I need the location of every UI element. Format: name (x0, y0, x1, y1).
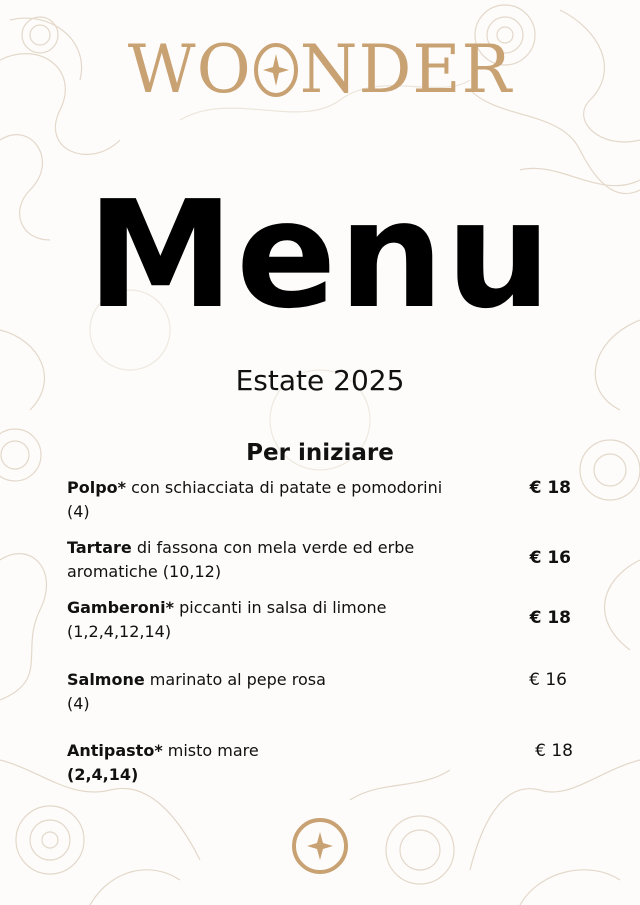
menu-item-name: Gamberoni* (67, 598, 175, 617)
menu-item-price: € 18 (529, 608, 571, 628)
menu-item-description (67, 536, 467, 584)
menu-item-allergens: (2,4,14) (67, 765, 139, 784)
brand-logo-left: WO (127, 31, 252, 108)
menu-item (67, 596, 587, 644)
menu-item-description (67, 596, 467, 644)
menu-item-name: Tartare (67, 538, 132, 557)
page-subtitle: Estate 2025 (235, 364, 405, 397)
menu-item-text: piccanti in salsa di limone (174, 598, 387, 617)
menu-item-allergens: (4) (67, 502, 90, 521)
menu-item-description (67, 476, 467, 524)
menu-item-text: misto mare (162, 741, 259, 760)
menu-item-description (67, 739, 467, 787)
menu-item-allergens: (4) (67, 694, 90, 713)
menu-item-text: con schiacciata di patate e pomodorini (126, 478, 443, 497)
menu-item-price: € 18 (535, 741, 573, 761)
menu-item-name: Salmone (67, 670, 145, 689)
menu-item-description (67, 668, 467, 716)
menu-item (67, 739, 587, 787)
menu-item-price: € 16 (529, 548, 571, 568)
menu-item-price: € 16 (529, 670, 567, 690)
section-title (0, 440, 640, 466)
menu-item (67, 476, 587, 524)
menu-item-allergens: (1,2,4,12,14) (67, 622, 172, 641)
star-emblem-icon (291, 817, 349, 875)
star-logo-icon (253, 42, 299, 98)
menu-item-price: € 18 (529, 478, 571, 498)
menu-item (67, 668, 587, 716)
menu-item (67, 536, 587, 584)
menu-item-name: Antipasto* (67, 741, 163, 760)
menu-item-name: Polpo* (67, 478, 127, 497)
brand-logo (0, 30, 640, 110)
brand-logo-right: NDER (299, 31, 513, 108)
menu-item-text: di fassona con mela verde ed erbe aromatiche (10,12) (67, 538, 415, 581)
page-title: Menu (86, 169, 554, 341)
menu-item-text: marinato al pepe rosa (144, 670, 326, 689)
section-title-text: Per iniziare (246, 440, 394, 466)
